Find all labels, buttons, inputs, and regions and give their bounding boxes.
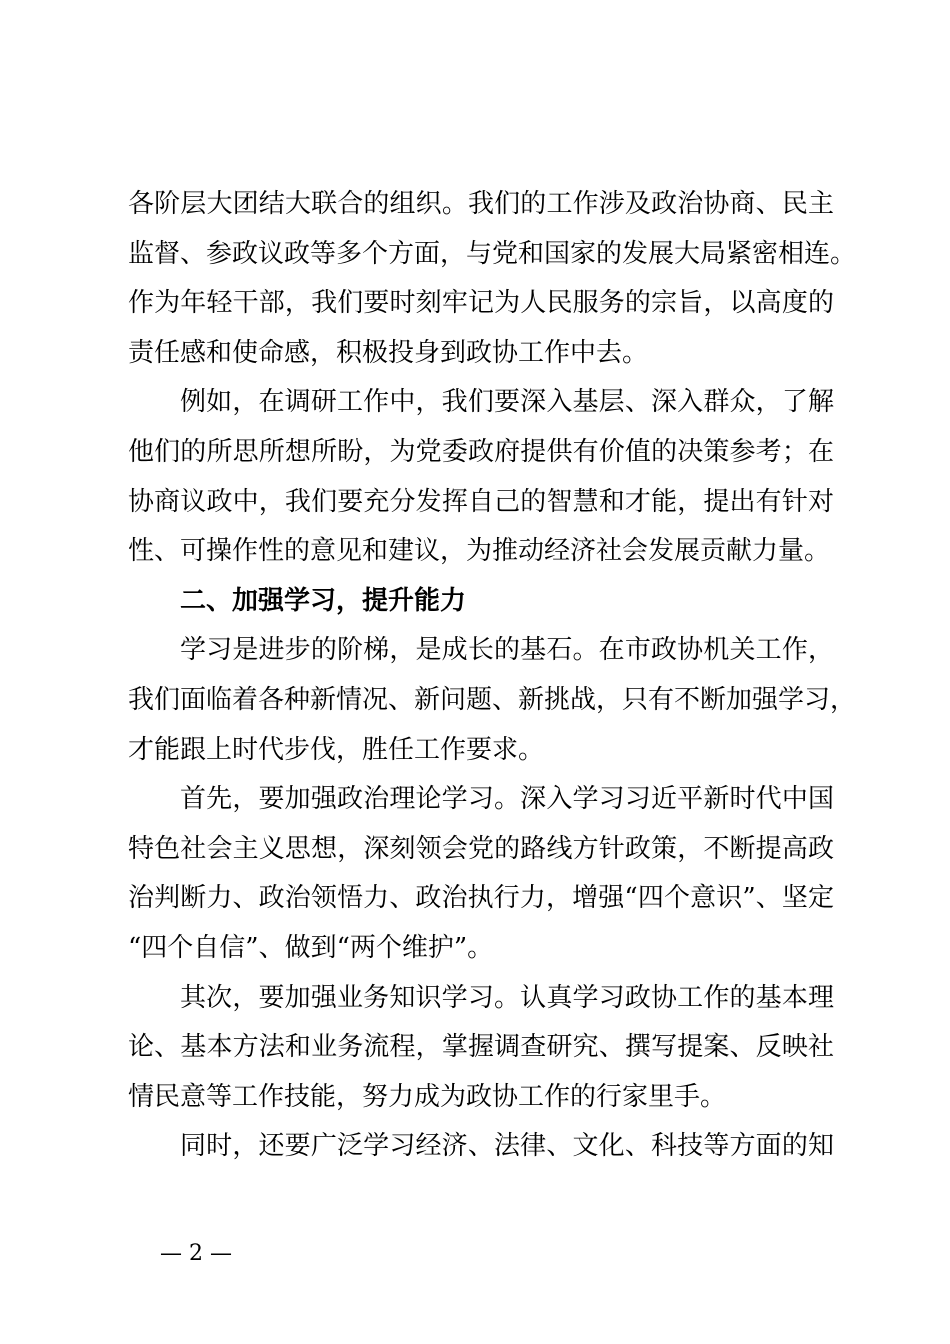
- text-line: 特色社会主义思想，深刻领会党的路线方针政策，不断提高政: [128, 833, 834, 864]
- text-line: 我们面临着各种新情况、新问题、新挑战，只有不断加强学习，: [128, 684, 857, 715]
- page-number: — 2 —: [160, 1241, 232, 1266]
- text-line: 性、可操作性的意见和建议，为推动经济社会发展贡献力量。: [128, 536, 831, 567]
- text-line: 论、基本方法和业务流程，掌握调查研究、撰写提案、反映社: [128, 1032, 834, 1063]
- text-line: 他们的所思所想所盼，为党委政府提供有价值的决策参考；在: [128, 436, 834, 467]
- body-text: [128, 180, 857, 1172]
- text-line: 监督、参政议政等多个方面，与党和国家的发展大局紧密相连。: [128, 238, 857, 269]
- text-line: 协商议政中，我们要充分发挥自己的智慧和才能，提出有针对: [128, 486, 834, 517]
- text-line: 责任感和使命感，积极投身到政协工作中去。: [128, 337, 649, 368]
- section-heading: 二、加强学习，提升能力: [180, 585, 467, 616]
- text-line: 治判断力、政治领悟力、政治执行力，增强“四个意识”、坚定: [128, 883, 834, 914]
- text-line: 作为年轻干部，我们要时刻牢记为人民服务的宗旨，以高度的: [128, 288, 834, 319]
- text-line: 首先，要加强政治理论学习。深入学习习近平新时代中国: [180, 784, 834, 815]
- text-line: “四个自信”、做到“两个维护”。: [128, 932, 494, 963]
- text-line: 才能跟上时代步伐，胜任工作要求。: [128, 734, 545, 765]
- text-line: 情民意等工作技能，努力成为政协工作的行家里手。: [128, 1081, 727, 1112]
- text-line: 同时，还要广泛学习经济、法律、文化、科技等方面的知: [180, 1131, 834, 1162]
- text-line: 其次，要加强业务知识学习。认真学习政协工作的基本理: [180, 982, 834, 1013]
- text-line: 学习是进步的阶梯，是成长的基石。在市政协机关工作，: [180, 635, 834, 666]
- text-line: 例如，在调研工作中，我们要深入基层、深入群众，了解: [180, 387, 834, 418]
- text-line: 各阶层大团结大联合的组织。我们的工作涉及政治协商、民主: [128, 189, 834, 219]
